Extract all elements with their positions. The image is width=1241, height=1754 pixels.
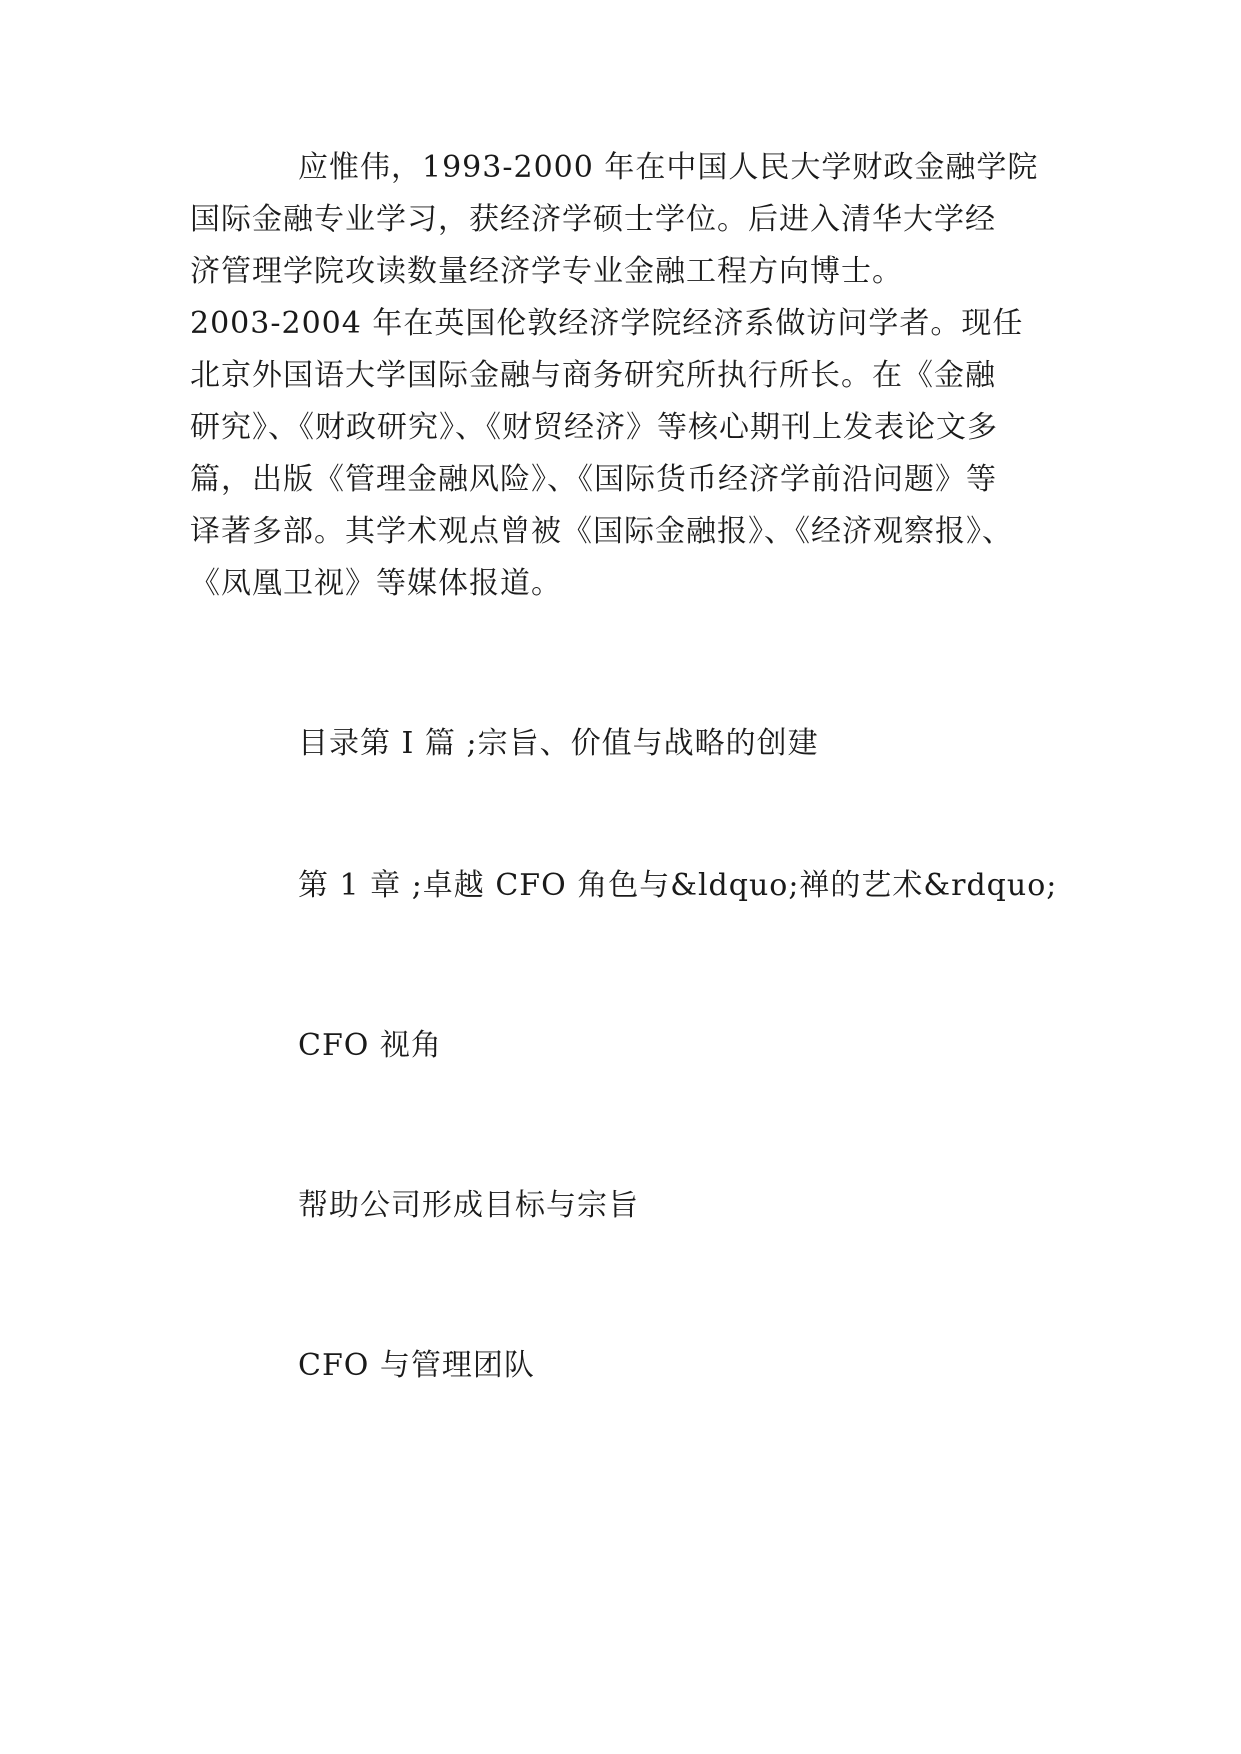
toc-part-title: 目录第 I 篇 ;宗旨、价值与战略的创建	[298, 726, 819, 761]
bio-paragraph-line: 应惟伟，1993-2000 年在中国人民大学财政金融学院	[298, 150, 1039, 185]
bio-paragraph-line: 译著多部。其学术观点曾被《国际金融报》、《经济观察报》、	[190, 514, 1013, 549]
bio-paragraph-line: 《凤凰卫视》等媒体报道。	[190, 566, 562, 601]
bio-paragraph-line: 济管理学院攻读数量经济学专业金融工程方向博士。	[190, 254, 903, 289]
toc-section-item: CFO 与管理团队	[298, 1348, 535, 1383]
bio-paragraph-line: 篇，出版《管理金融风险》、《国际货币经济学前沿问题》等	[190, 462, 997, 497]
bio-paragraph-line: 北京外国语大学国际金融与商务研究所执行所长。在《金融	[190, 358, 996, 393]
bio-paragraph-line: 2003-2004 年在英国伦敦经济学院经济系做访问学者。现任	[190, 306, 1024, 341]
toc-section-item: 帮助公司形成目标与宗旨	[298, 1188, 639, 1223]
bio-paragraph-line: 研究》、《财政研究》、《财贸经济》等核心期刊上发表论文多	[190, 410, 998, 445]
toc-section-item: CFO 视角	[298, 1028, 442, 1063]
toc-chapter-title: 第 1 章 ;卓越 CFO 角色与&ldquo;禅的艺术&rdquo;	[298, 868, 1058, 903]
bio-paragraph-line: 国际金融专业学习，获经济学硕士学位。后进入清华大学经	[190, 202, 996, 237]
